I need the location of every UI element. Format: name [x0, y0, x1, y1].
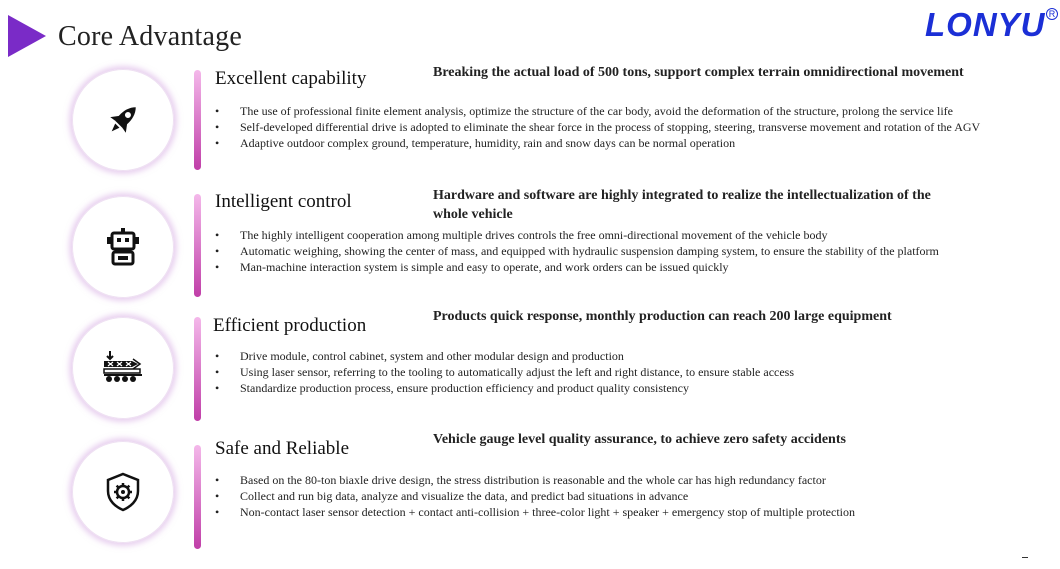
list-item: • Automatic weighing, showing the center of mass, and equipped with hydraulic suspension damping system, to ensure the stability of the platform [215, 243, 1035, 259]
section-subtitle: Breaking the actual load of 500 tons, support complex terrain omnidirectional movement [433, 65, 964, 80]
list-item: • Collect and run big data, analyze and visualize the data, and predict bad situations in advance [215, 488, 1015, 504]
section-accent-bar [194, 445, 201, 549]
bullet-list [215, 348, 1015, 396]
page-corner-mark [1022, 557, 1028, 558]
production-icon-circle [72, 317, 174, 419]
robot-icon-circle [72, 196, 174, 298]
section-subtitle: Vehicle gauge level quality assurance, to achieve zero safety accidents [433, 432, 846, 447]
rocket-icon-circle [72, 69, 174, 171]
list-item: • The highly intelligent cooperation among multiple drives controls the free omni-directional movement of the vehicle body [215, 227, 1035, 243]
list-item: • Non-contact laser sensor detection + contact anti-collision + three-color light + speaker + emergency stop of multiple protection [215, 504, 1015, 520]
list-item: • Self-developed differential drive is adopted to eliminate the shear force in the process of stopping, steering, transverse movement and rotation of the AGV [215, 119, 1030, 135]
section-title: Excellent capability [215, 68, 367, 89]
section-subtitle: Products quick response, monthly production can reach 200 large equipment [433, 309, 892, 324]
shield-icon-circle [72, 441, 174, 543]
list-item: • Adaptive outdoor complex ground, temperature, humidity, rain and snow days can be normal operation [215, 135, 1030, 151]
bullet-list [215, 472, 1015, 520]
section-title: Efficient production [213, 315, 367, 336]
bullet-list [215, 227, 1035, 275]
section-title: Intelligent control [215, 191, 352, 212]
list-item: • Man-machine interaction system is simple and easy to operate, and work orders can be issued quickly [215, 259, 1035, 275]
rocket-icon [102, 99, 144, 141]
list-item: • Standardize production process, ensure production efficiency and product quality consistency [215, 380, 1015, 396]
registered-mark: R [1046, 8, 1058, 20]
section-accent-bar [194, 194, 201, 297]
list-item: • Using laser sensor, referring to the tooling to automatically adjust the left and right distance, to ensure stable access [215, 364, 1015, 380]
page-title: Core Advantage [58, 21, 242, 52]
section-accent-bar [194, 70, 201, 170]
section-title: Safe and Reliable [215, 438, 350, 459]
bullet-list [215, 103, 1030, 151]
list-item: • Based on the 80-ton biaxle drive design, the stress distribution is reasonable and the whole car has high redundancy factor [215, 472, 1015, 488]
section-subtitle: Hardware and software are highly integrated to realize the intellectualization of the whole vehicle [433, 188, 931, 222]
title-arrow-icon [8, 15, 46, 57]
section-accent-bar [194, 317, 201, 421]
robot-icon [102, 226, 144, 268]
shield-gear-icon [102, 471, 144, 513]
brand-logo: LONYU [925, 6, 1046, 43]
production-line-icon [102, 347, 144, 389]
list-item: • Drive module, control cabinet, system and other modular design and production [215, 348, 1015, 364]
list-item: • The use of professional finite element analysis, optimize the structure of the car body, avoid the deformation of the structure, prolong the service life [215, 103, 1030, 119]
